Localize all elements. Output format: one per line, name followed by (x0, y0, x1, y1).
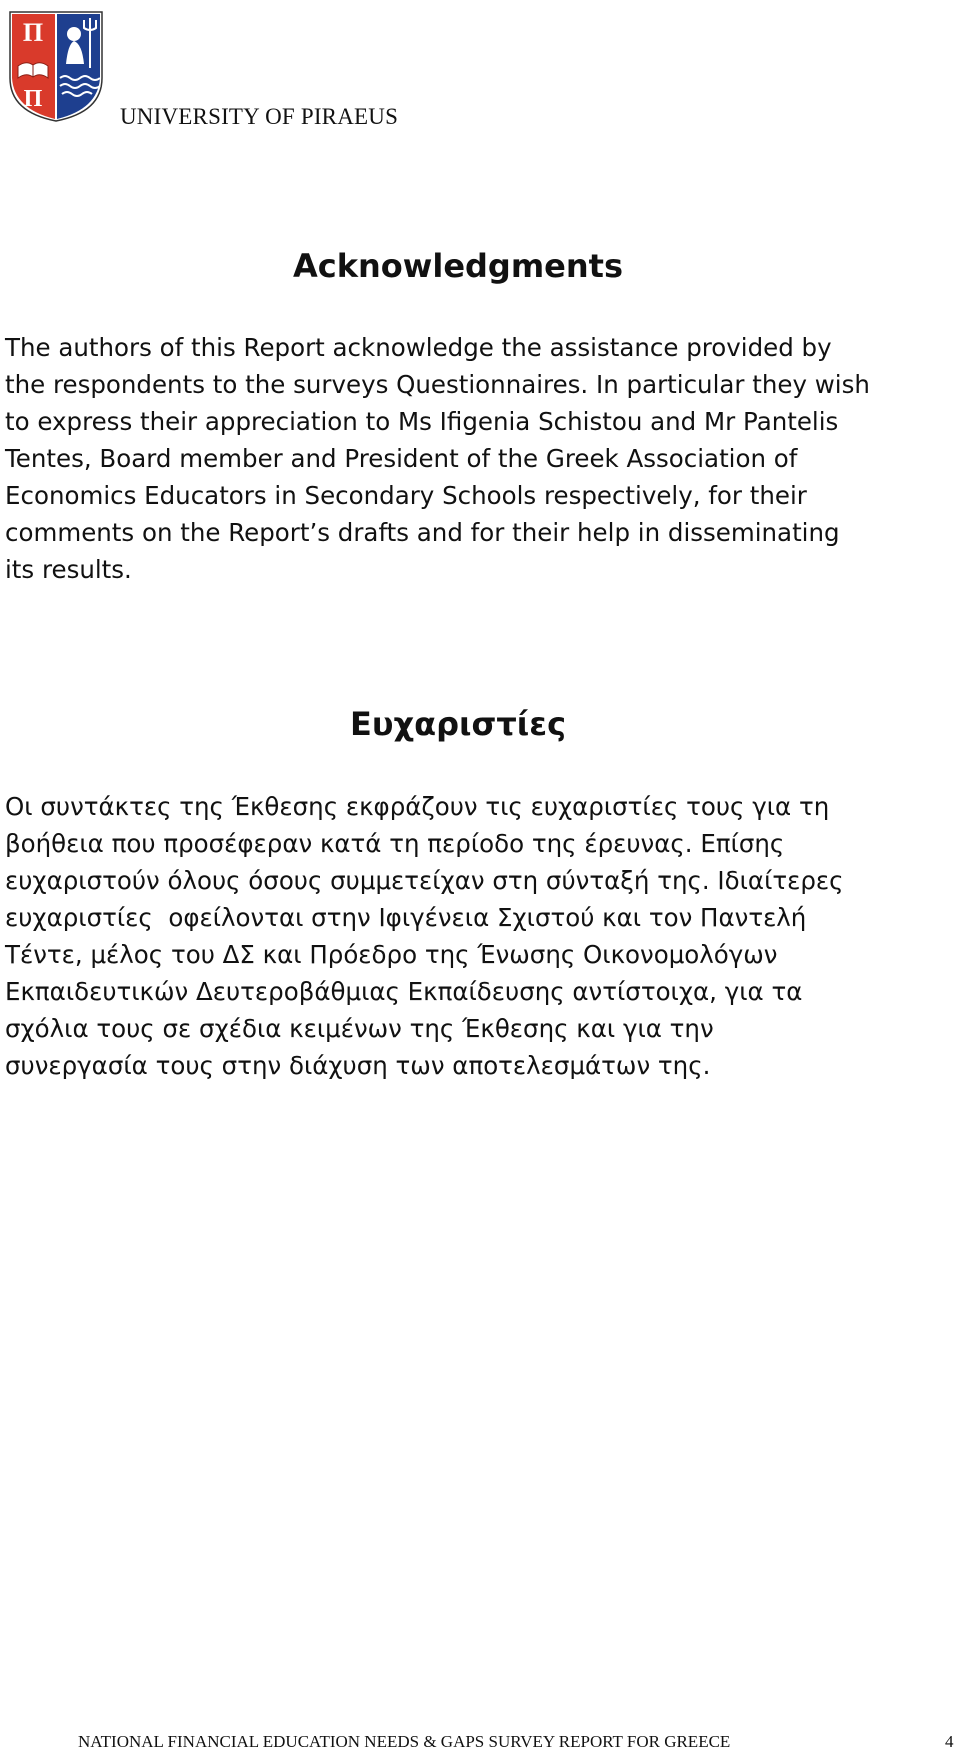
greek-acknowledgments-title: Ευχαριστίες (349, 705, 567, 743)
greek-acknowledgments-paragraph (5, 788, 925, 1084)
paragraph-line: to express their appreciation to Ms Ifigenia Schistou and Mr Pantelis (5, 407, 839, 436)
paragraph-line: συνεργασία τους στην διάχυση των αποτελεσμάτων της. (5, 1051, 711, 1080)
paragraph-line: The authors of this Report acknowledge the assistance provided by (5, 333, 832, 362)
paragraph-line: Εκπαιδευτικών Δευτεροβάθμιας Εκπαίδευσης αντίστοιχα, για τα (5, 977, 803, 1006)
paragraph-line: ευχαριστούν όλους όσους συμμετείχαν στη σύνταξή της. Ιδιαίτερες (5, 866, 844, 895)
paragraph-line: σχόλια τους σε σχέδια κειμένων της Έκθεσης και για την (5, 1014, 714, 1043)
paragraph-line: the respondents to the surveys Questionnaires. In particular they wish (5, 370, 870, 399)
university-name: UNIVERSITY OF PIRAEUS (120, 104, 399, 129)
svg-text:Π: Π (22, 18, 44, 47)
paragraph-line: comments on the Report’s drafts and for their help in disseminating (5, 518, 840, 547)
svg-text:Π: Π (23, 86, 43, 112)
acknowledgments-paragraph (5, 329, 925, 588)
university-logo-icon (8, 8, 104, 123)
paragraph-line: βοήθεια που προσέφεραν κατά τη περίοδο της έρευνας. Επίσης (5, 829, 785, 858)
paragraph-line: ευχαριστίες οφείλονται στην Ιφιγένεια Σχιστού και τον Παντελή (5, 903, 807, 932)
footer-report-title: NATIONAL FINANCIAL EDUCATION NEEDS & GAPS SURVEY REPORT FOR GREECE (78, 1732, 731, 1751)
acknowledgments-title: Acknowledgments (293, 247, 623, 285)
paragraph-line: its results. (5, 555, 132, 584)
page-number: 4 (945, 1732, 954, 1751)
paragraph-line: Οι συντάκτες της Έκθεσης εκφράζουν τις ευχαριστίες τους για τη (5, 792, 830, 821)
paragraph-line: Tentes, Board member and President of the Greek Association of (5, 444, 798, 473)
paragraph-line: Τέντε, μέλος του ΔΣ και Πρόεδρο της Ένωσης Οικονομολόγων (5, 940, 778, 969)
paragraph-line: Economics Educators in Secondary Schools respectively, for their (5, 481, 807, 510)
